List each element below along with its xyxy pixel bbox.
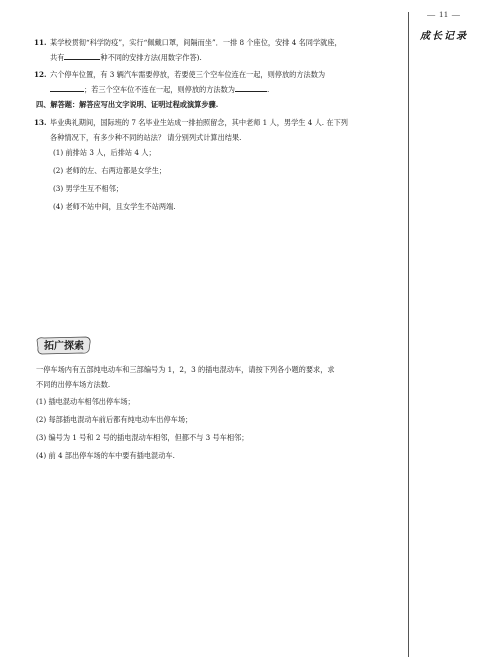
page-number: — 11 —: [427, 10, 461, 19]
sub-question: (4) 老师不站中间，且女学生不站两端.: [53, 202, 176, 211]
problem-text-line2: 不同的出停车场方法数.: [36, 380, 111, 389]
question-text-line2: 共有 种不同的安排方法(用数字作答).: [50, 50, 406, 65]
sub-question: (4) 前 4 部出停车场的车中要有插电混动车.: [36, 451, 175, 460]
question-number: 12.: [34, 70, 47, 79]
question-text-line2: ；若三个空车位不连在一起，则停放的方法数为 .: [50, 82, 406, 97]
extension-problem: [36, 362, 406, 392]
question-12: [36, 67, 406, 97]
problem-text: 一停车场内有五部纯电动车和三部编号为 1，2，3 的插电混动车，请按下列各小题的要求，求: [36, 365, 335, 374]
section-heading: 四、解答题：解答应写出文字说明、证明过程或演算步骤.: [36, 100, 219, 109]
question-text-line2: 各种情况下，有多少种不同的站法？ 请分别列式计算出结果.: [50, 133, 242, 142]
sub-question: (1) 前排站 3 人，后排站 4 人；: [53, 148, 156, 157]
answer-blank[interactable]: [235, 82, 267, 92]
question-text: 六个停车位置，有 3 辆汽车需要停放，若要使三个空车位连在一起，则停放的方法数为: [50, 70, 326, 79]
question-number: 11.: [34, 38, 47, 47]
question-number: 13.: [34, 118, 47, 127]
sub-question: (3) 编号为 1 号和 2 号的插电混动车相邻，但都不与 3 号车相邻；: [36, 433, 249, 442]
banner-label: 拓广探索: [44, 341, 84, 352]
question-13: [36, 115, 406, 145]
sub-question: (3) 男学生互不相邻；: [53, 184, 123, 193]
question-11: [36, 35, 406, 65]
question-text: 毕业典礼期间，国际班的 7 名毕业生站成一排拍照留念，其中老师 1 人，男学生 4 人. 在下列: [50, 118, 348, 127]
answer-blank[interactable]: [50, 82, 84, 92]
sub-question: (2) 老师的左、右两边都是女学生；: [53, 166, 167, 175]
sub-question: (2) 每部插电混动车前后都有纯电动车出停车场；: [36, 415, 193, 424]
margin-rule: [408, 12, 409, 657]
sub-question: (1) 插电混动车相邻出停车场；: [36, 397, 135, 406]
question-text: 某学校贯彻“科学防疫”，实行“佩戴口罩，间隔而坐”．一排 8 个座位，安排 4 名同学就座，: [50, 38, 342, 47]
growth-record-title: 成长记录: [420, 31, 468, 42]
answer-blank[interactable]: [64, 50, 100, 60]
extension-banner: [36, 334, 92, 356]
